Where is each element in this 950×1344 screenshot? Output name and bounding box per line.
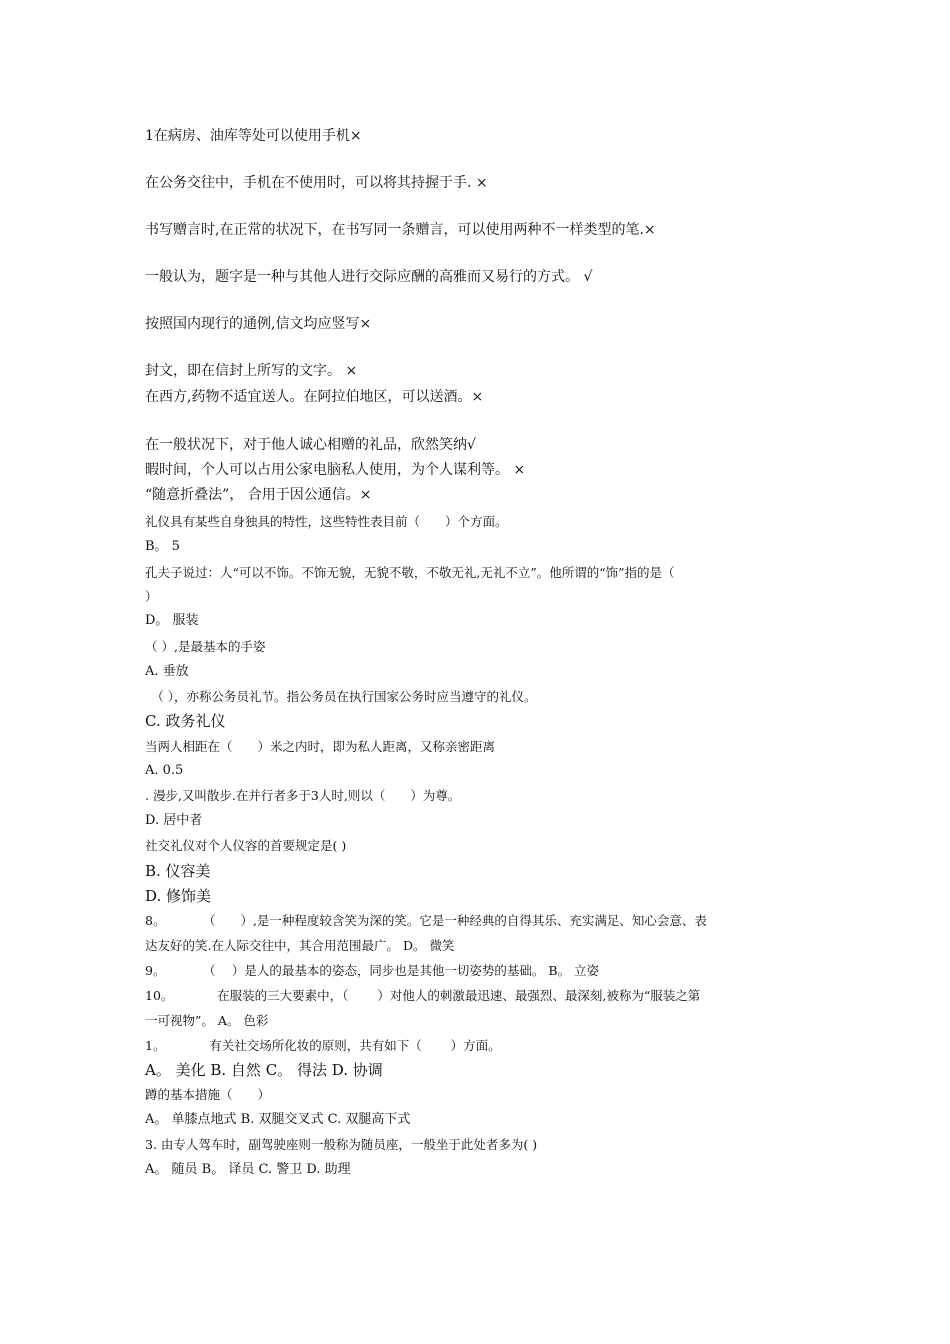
question-line: 10。 在服装的三大要素中，（ ）对他人的刺激最迅速、最强烈、最深刻,被称为“服装之第 bbox=[145, 988, 701, 1003]
true-false-item-2: 在公务交往中，手机在不使用时，可以将其持握于手. × bbox=[145, 175, 488, 191]
question-line: （ ）,是最基本的手姿 bbox=[145, 639, 266, 654]
question-line: 3. 由专人驾车时，副驾驶座则一般称为随员座，一般坐于此处者多为( ) bbox=[145, 1137, 538, 1152]
true-false-item-9: 暇时间，个人可以占用公家电脑私人使用，为个人谋利等。 × bbox=[145, 462, 526, 478]
answer-line: A. 0.5 bbox=[145, 763, 184, 778]
answer-line: D。 服装 bbox=[145, 613, 199, 628]
true-false-item-7: 在西方,药物不适宜送人。在阿拉伯地区，可以送酒。× bbox=[145, 389, 484, 405]
true-false-item-3: 书写赠言时,在正常的状况下，在书写同一条赠言，可以使用两种不一样类型的笔.× bbox=[145, 222, 656, 238]
answer-line: C. 政务礼仪 bbox=[145, 712, 226, 730]
answer-options: A。 随员 B。 译员 C. 警卫 D. 助理 bbox=[145, 1162, 351, 1177]
answer-line: A. 垂放 bbox=[145, 664, 189, 679]
true-false-item-4: 一般认为，题字是一种与其他人进行交际应酬的高雅而又易行的方式。 √ bbox=[145, 269, 593, 285]
answer-line: D. 修饰美 bbox=[145, 887, 212, 905]
question-line: ） bbox=[145, 589, 158, 604]
question-line: 1。 有关社交场所化妆的原则，共有如下（ ）方面。 bbox=[145, 1038, 501, 1053]
question-line: 8。 （ ）,是一种程度较含笑为深的笑。它是一种经典的自得其乐、充实满足、知心会意、表 bbox=[145, 913, 707, 928]
true-false-item-1: 1在病房、油库等处可以使用手机× bbox=[145, 128, 362, 144]
answer-line: D. 居中者 bbox=[145, 813, 203, 828]
true-false-item-5: 按照国内现行的通例,信文均应竖写× bbox=[145, 316, 372, 332]
answer-line: B。 5 bbox=[145, 539, 180, 554]
question-line: 一可视物”。 A。 色彩 bbox=[145, 1013, 269, 1028]
answer-options: A。 单膝点地式 B. 双腿交叉式 C. 双腿高下式 bbox=[145, 1112, 411, 1127]
question-line: 当两人相距在（ ）米之内时，即为私人距离，又称亲密距离 bbox=[145, 739, 496, 754]
answer-options: A。 美化 B. 自然 C。 得法 D. 协调 bbox=[145, 1061, 383, 1079]
question-line: 9。 （ ）是人的最基本的姿态，同步也是其他一切姿势的基础。 B。 立姿 bbox=[145, 963, 600, 978]
question-line: 礼仪具有某些自身独具的特性，这些特性表目前（ ）个方面。 bbox=[145, 514, 508, 529]
question-line: 社交礼仪对个人仪容的首要规定是( ) bbox=[145, 838, 347, 853]
question-line: 蹲的基本措施（ ） bbox=[145, 1087, 271, 1102]
question-line: 达友好的笑.在人际交往中，其合用范围最广。 D。 微笑 bbox=[145, 938, 455, 953]
true-false-item-10: “随意折叠法”， 合用于因公通信。× bbox=[145, 487, 372, 503]
question-line: . 漫步,又叫散步.在并行者多于3人时,则以（ ）为尊。 bbox=[145, 788, 461, 803]
answer-line: B. 仪容美 bbox=[145, 862, 211, 880]
true-false-item-8: 在一般状况下，对于他人诚心相赠的礼品，欣然笑纳√ bbox=[145, 437, 476, 453]
true-false-item-6: 封文，即在信封上所写的文字。 × bbox=[145, 363, 358, 379]
question-line: 孔夫子说过：人“可以不饰。不饰无貌，无貌不敬，不敬无礼,无礼不立”。他所谓的“饰”指的是（ bbox=[145, 565, 675, 580]
question-line: （ ），亦称公务员礼节。指公务员在执行国家公务时应当遵守的礼仪。 bbox=[145, 689, 537, 704]
